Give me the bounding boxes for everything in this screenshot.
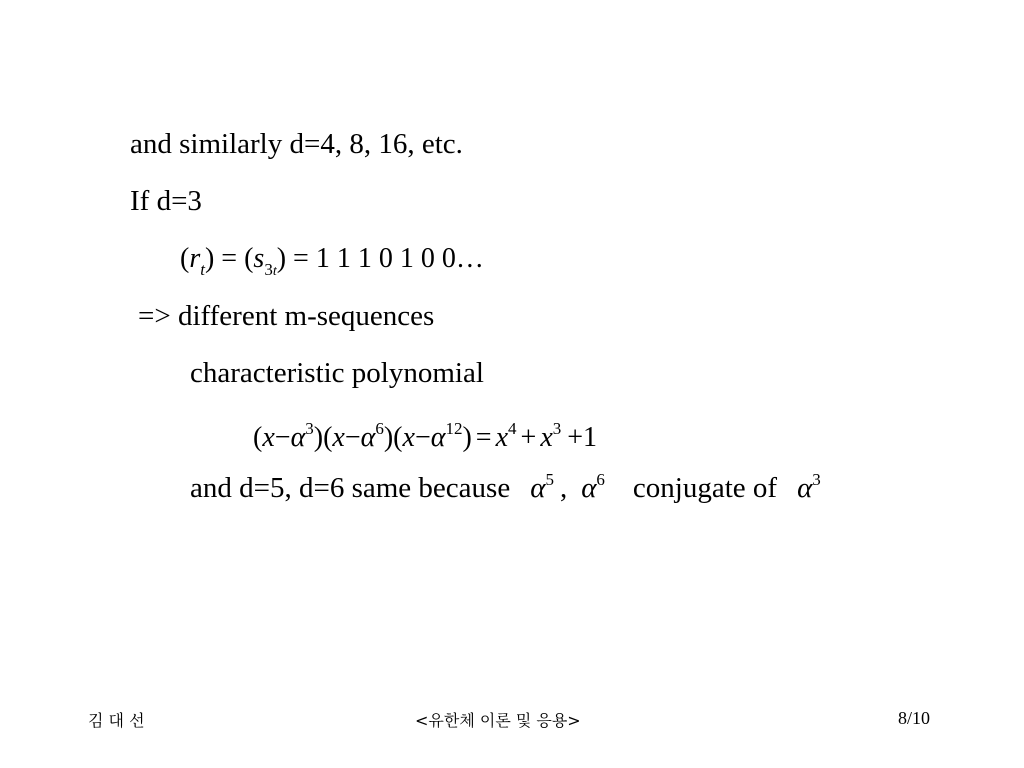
line5-exp-c: 3 [812, 470, 821, 489]
text-line-same-because [190, 470, 821, 504]
text-line-similarly: and similarly d=4, 8, 16, etc. [130, 128, 463, 160]
eq1-open: ( [180, 243, 190, 274]
eq2-rexp1: 4 [508, 419, 517, 438]
eq2-close: ) [462, 422, 472, 453]
eq2-exp1: 3 [305, 419, 314, 438]
line5-alpha-b: α [581, 472, 597, 504]
eq2-alpha3: α [430, 422, 446, 453]
eq2-x3: x [402, 422, 415, 453]
text-line-different-m-sequences: => different m-sequences [138, 300, 435, 332]
footer-title: <유한체 이론 및 응용> [415, 711, 581, 730]
line5-text1: and d=5, d=6 same because [190, 472, 511, 504]
eq2-rx2: x [540, 422, 553, 453]
line5-alpha-a: α [530, 472, 546, 504]
eq2-f3-open: )( [383, 422, 403, 453]
eq2-plus2: +1 [567, 422, 598, 453]
eq2-alpha1: α [290, 422, 306, 453]
eq2-f1-open: ( [253, 422, 263, 453]
footer-author: 김 대 선 [88, 711, 145, 730]
footer-page-number: 8/10 [898, 708, 931, 728]
eq1-s-sub-num: 3 [264, 260, 273, 279]
eq2-minus1: − [274, 422, 291, 453]
eq2-alpha2: α [360, 422, 376, 453]
eq2-f2-open: )( [313, 422, 333, 453]
eq2-plus1: + [520, 422, 537, 453]
eq2-equals: = [475, 422, 492, 453]
eq1-r-sub: t [200, 260, 205, 279]
line5-comma: , [559, 472, 568, 504]
eq1-s-sub-var: t [272, 264, 277, 279]
text-line-characteristic-polynomial: characteristic polynomial [190, 357, 484, 389]
line5-exp-a: 5 [545, 470, 554, 489]
eq2-rexp2: 3 [552, 419, 562, 438]
eq1-sequence: 1 1 1 0 1 0 0… [315, 243, 484, 274]
eq2-exp2: 6 [375, 419, 384, 438]
eq2-rx1: x [495, 422, 509, 453]
eq2-exp3: 12 [445, 419, 463, 438]
text-line-if-d3: If d=3 [130, 185, 202, 217]
line5-exp-b: 6 [596, 470, 605, 489]
eq2-x1: x [262, 422, 275, 453]
eq1-s: s [253, 243, 265, 274]
eq2-minus3: − [414, 422, 431, 453]
eq1-close: ) = [276, 243, 316, 274]
eq1-r: r [189, 243, 201, 274]
eq2-x2: x [332, 422, 345, 453]
eq2-minus2: − [344, 422, 361, 453]
line5-alpha-c: α [797, 472, 813, 504]
equation-sequence [180, 243, 484, 279]
equation-polynomial [253, 419, 598, 453]
eq1-mid: ) = ( [204, 243, 254, 274]
line5-text2: conjugate of [632, 472, 778, 504]
